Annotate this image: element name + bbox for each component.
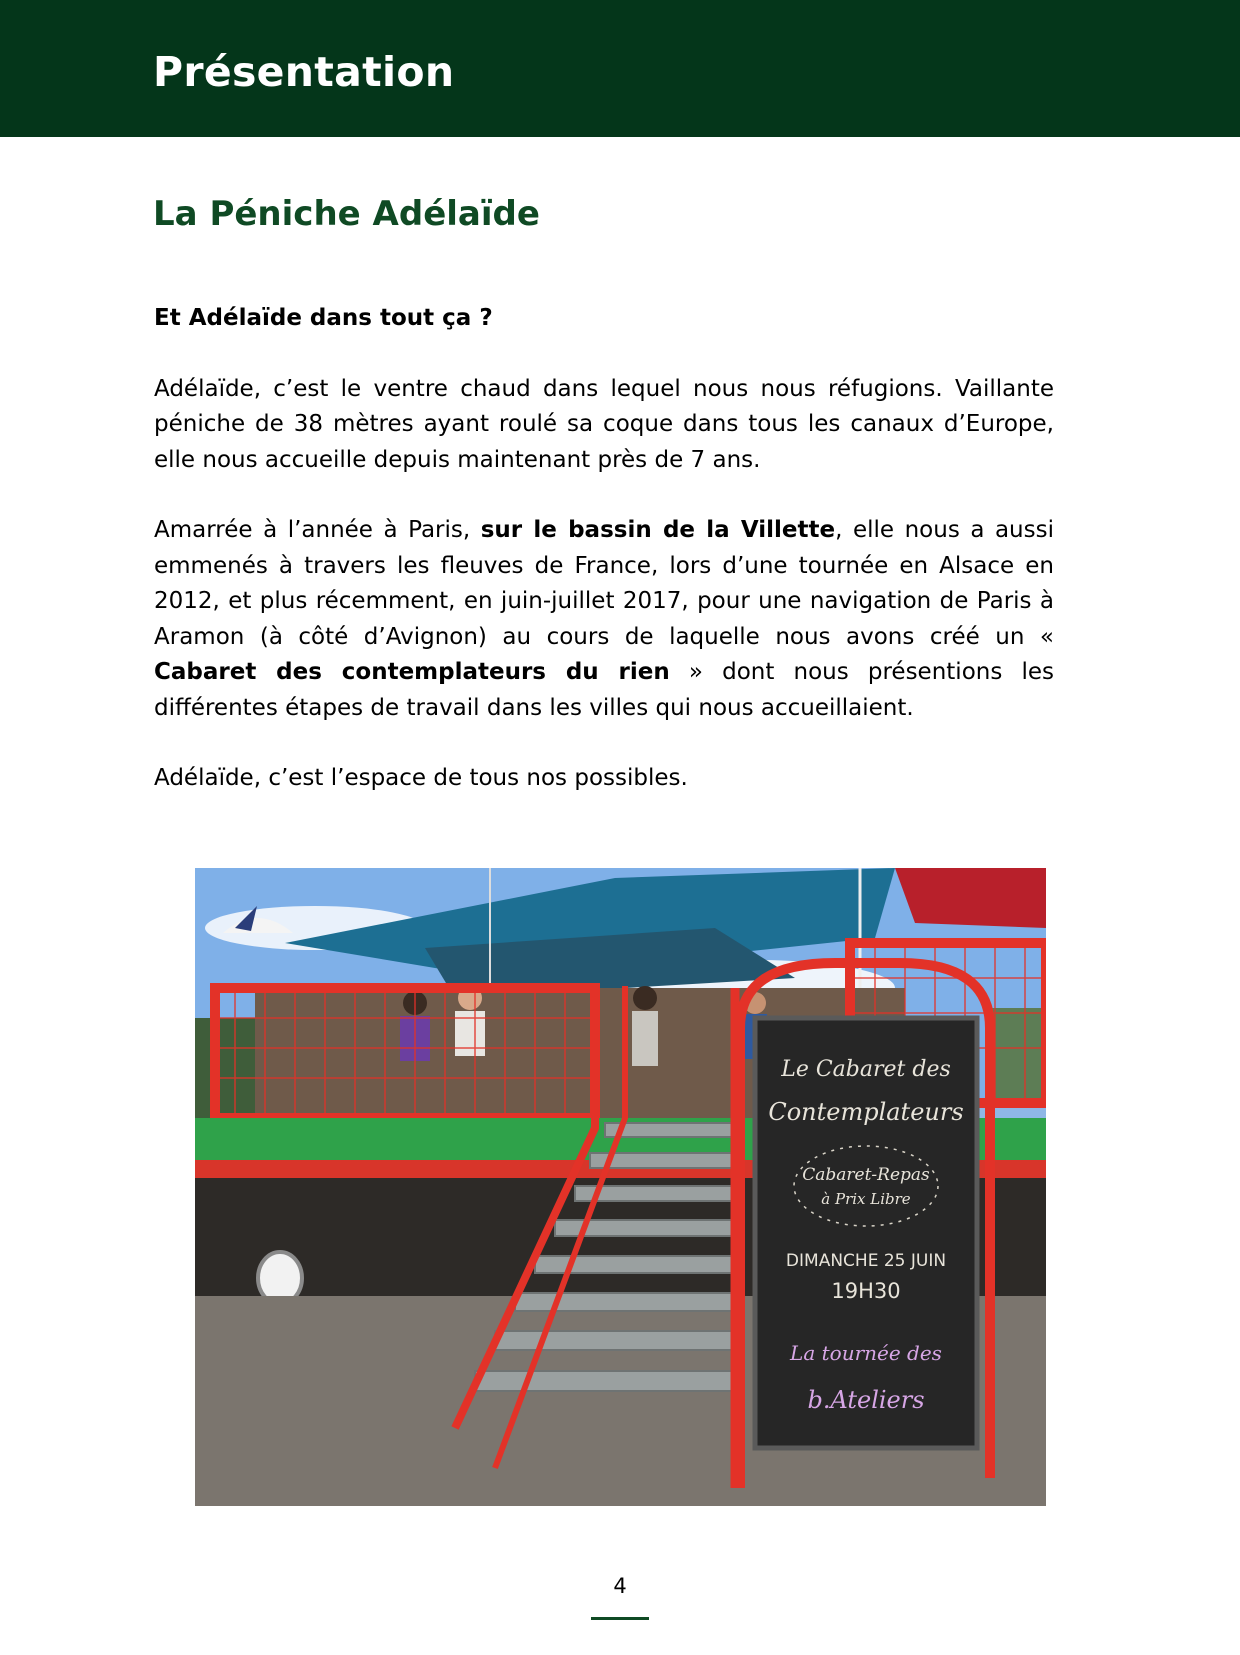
body-text <box>154 301 1054 832</box>
paragraph-2 <box>154 513 1054 726</box>
barge-photo-illustration <box>195 868 1046 1506</box>
paragraph-2-bold-cabaret: Cabaret des contemplateurs du rien <box>154 659 670 685</box>
chalkboard-line-3: Cabaret-Repas <box>802 1165 930 1185</box>
chalkboard-line-7: La tournée des <box>790 1341 942 1365</box>
paragraph-3: Adélaïde, c’est l’espace de tous nos possibles. <box>154 765 688 791</box>
page-number-underline <box>591 1617 649 1620</box>
section-title: La Péniche Adélaïde <box>153 194 540 234</box>
page-header-title: Présentation <box>153 48 455 96</box>
chalkboard-line-2: Contemplateurs <box>768 1098 964 1126</box>
paragraph-2-text-a: Amarrée à l’année à Paris, <box>154 517 481 543</box>
header-band <box>0 0 1240 137</box>
page-number: 4 <box>613 1574 627 1598</box>
chalkboard-line-6: 19H30 <box>831 1279 901 1303</box>
chalkboard-line-4: à Prix Libre <box>821 1190 911 1208</box>
chalkboard-line-8: b.Ateliers <box>807 1386 925 1414</box>
chalkboard-line-1: Le Cabaret des <box>781 1057 951 1082</box>
paragraph-2-text-c: » dont nous présentions les différentes étapes de travail dans les villes qui nous accueillaient. <box>154 659 1054 721</box>
subheading: Et Adélaïde dans tout ça ? <box>154 305 493 331</box>
paragraph-1: Adélaïde, c’est le ventre chaud dans lequel nous nous réfugions. Vaillante péniche de 38 mètres ayant roulé sa coque dans tous les canaux d’Europe, elle nous accueille depuis maintenant près de 7 ans. <box>154 375 1054 473</box>
chalkboard-line-5: DIMANCHE 25 JUIN <box>785 1251 947 1271</box>
paragraph-2-bold-location: sur le bassin de la Villette <box>480 517 836 543</box>
paragraph-2-text-b: , elle nous a aussi emmenés à travers les fleuves de France, lors d’une tournée en Alsace en 2012, et plus récemment, en juin-juillet 2017, pour une navigation de Paris à Aramon (à côté d’Avignon) au cours de laquelle nous avons créé un « <box>154 517 1054 650</box>
barge-photo <box>195 868 1046 1506</box>
